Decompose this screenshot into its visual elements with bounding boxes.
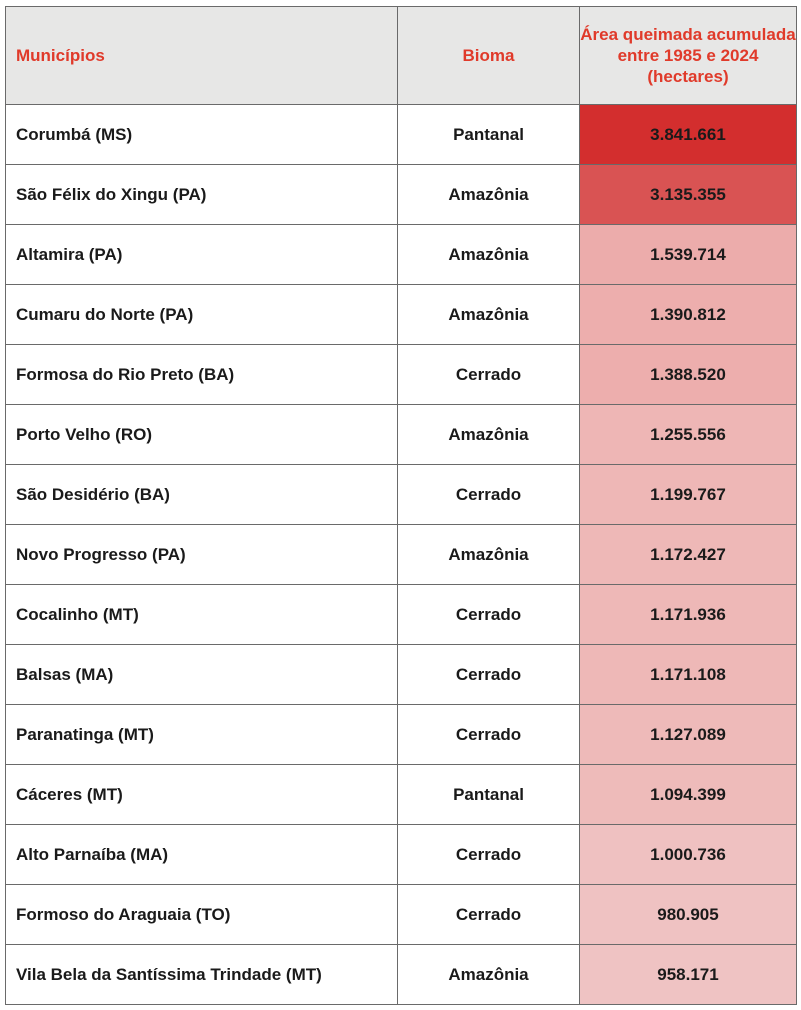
municipio-cell: Balsas (MA) (6, 645, 398, 705)
area-cell: 980.905 (580, 885, 797, 945)
table-row (6, 525, 797, 585)
bioma-cell: Amazônia (398, 525, 580, 585)
table-row (6, 165, 797, 225)
municipio-cell: Cáceres (MT) (6, 765, 398, 825)
table-row (6, 225, 797, 285)
bioma-cell: Amazônia (398, 165, 580, 225)
bioma-cell: Amazônia (398, 285, 580, 345)
municipio-cell: Altamira (PA) (6, 225, 398, 285)
municipio-cell: São Félix do Xingu (PA) (6, 165, 398, 225)
header-bioma: Bioma (398, 7, 580, 105)
bioma-cell: Cerrado (398, 825, 580, 885)
header-area: Área queimada acumulada entre 1985 e 2024 (hectares) (580, 7, 797, 105)
bioma-cell: Amazônia (398, 405, 580, 465)
bioma-cell: Pantanal (398, 765, 580, 825)
area-cell: 1.171.108 (580, 645, 797, 705)
municipio-cell: Paranatinga (MT) (6, 705, 398, 765)
table-row (6, 645, 797, 705)
area-cell: 1.388.520 (580, 345, 797, 405)
municipio-cell: Porto Velho (RO) (6, 405, 398, 465)
burned-area-table (5, 6, 797, 1005)
area-cell: 3.135.355 (580, 165, 797, 225)
bioma-cell: Amazônia (398, 945, 580, 1005)
area-cell: 1.127.089 (580, 705, 797, 765)
table-row (6, 465, 797, 525)
area-cell: 1.539.714 (580, 225, 797, 285)
municipio-cell: Alto Parnaíba (MA) (6, 825, 398, 885)
municipio-cell: Cumaru do Norte (PA) (6, 285, 398, 345)
header-row (6, 7, 797, 105)
table-row (6, 765, 797, 825)
bioma-cell: Cerrado (398, 585, 580, 645)
area-cell: 1.094.399 (580, 765, 797, 825)
municipio-cell: Formosa do Rio Preto (BA) (6, 345, 398, 405)
area-cell: 1.390.812 (580, 285, 797, 345)
table-row (6, 885, 797, 945)
municipio-cell: Novo Progresso (PA) (6, 525, 398, 585)
table-row (6, 705, 797, 765)
municipio-cell: Cocalinho (MT) (6, 585, 398, 645)
bioma-cell: Cerrado (398, 465, 580, 525)
municipio-cell: Vila Bela da Santíssima Trindade (MT) (6, 945, 398, 1005)
municipio-cell: Formoso do Araguaia (TO) (6, 885, 398, 945)
area-cell: 958.171 (580, 945, 797, 1005)
table-row (6, 585, 797, 645)
area-cell: 1.000.736 (580, 825, 797, 885)
bioma-cell: Pantanal (398, 105, 580, 165)
area-cell: 1.172.427 (580, 525, 797, 585)
area-cell: 1.199.767 (580, 465, 797, 525)
bioma-cell: Cerrado (398, 645, 580, 705)
table-row (6, 945, 797, 1005)
bioma-cell: Cerrado (398, 345, 580, 405)
bioma-cell: Cerrado (398, 885, 580, 945)
bioma-cell: Amazônia (398, 225, 580, 285)
table-row (6, 105, 797, 165)
table-row (6, 825, 797, 885)
area-cell: 1.171.936 (580, 585, 797, 645)
area-cell: 1.255.556 (580, 405, 797, 465)
table-row (6, 345, 797, 405)
municipio-cell: Corumbá (MS) (6, 105, 398, 165)
header-municipios: Municípios (6, 7, 398, 105)
table-row (6, 285, 797, 345)
area-cell: 3.841.661 (580, 105, 797, 165)
bioma-cell: Cerrado (398, 705, 580, 765)
table-row (6, 405, 797, 465)
municipio-cell: São Desidério (BA) (6, 465, 398, 525)
